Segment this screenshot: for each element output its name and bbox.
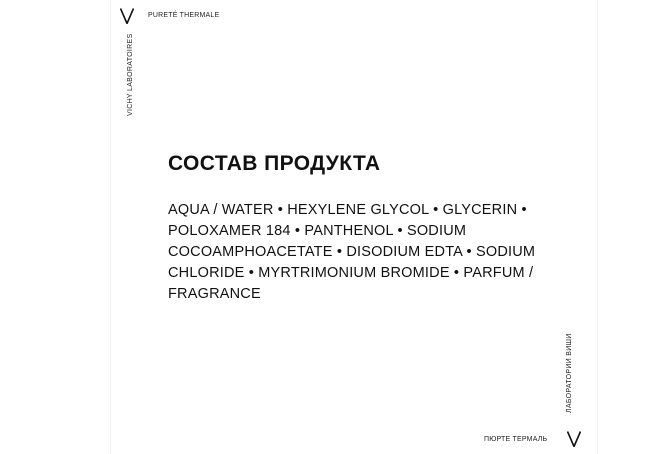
header-tagline: PURETÉ THERMALE <box>148 12 220 19</box>
footer-tagline: ПЮРТЕ ТЕРМАЛЬ <box>484 436 548 443</box>
brand-vertical-label: VICHY LABORATOIRES <box>127 33 134 116</box>
vichy-v-logo-icon <box>567 431 581 447</box>
ingredients-list: AQUA / WATER • HEXYLENE GLYCOL • GLYCERIN • POLOXAMER 184 • PANTHENOL • SODIUM COCOAMPHOACETATE • DISODIUM EDTA • SODIUM CHLORIDE • MYRTRIMONIUM BROMIDE • PARFUM / FRAGRANCE <box>168 202 536 302</box>
vichy-v-logo-icon <box>120 8 134 24</box>
section-title: СОСТАВ ПРОДУКТА <box>168 152 381 175</box>
brand-vertical-label-ru: ЛАБОРАТОРИИ ВИШИ <box>566 333 573 413</box>
